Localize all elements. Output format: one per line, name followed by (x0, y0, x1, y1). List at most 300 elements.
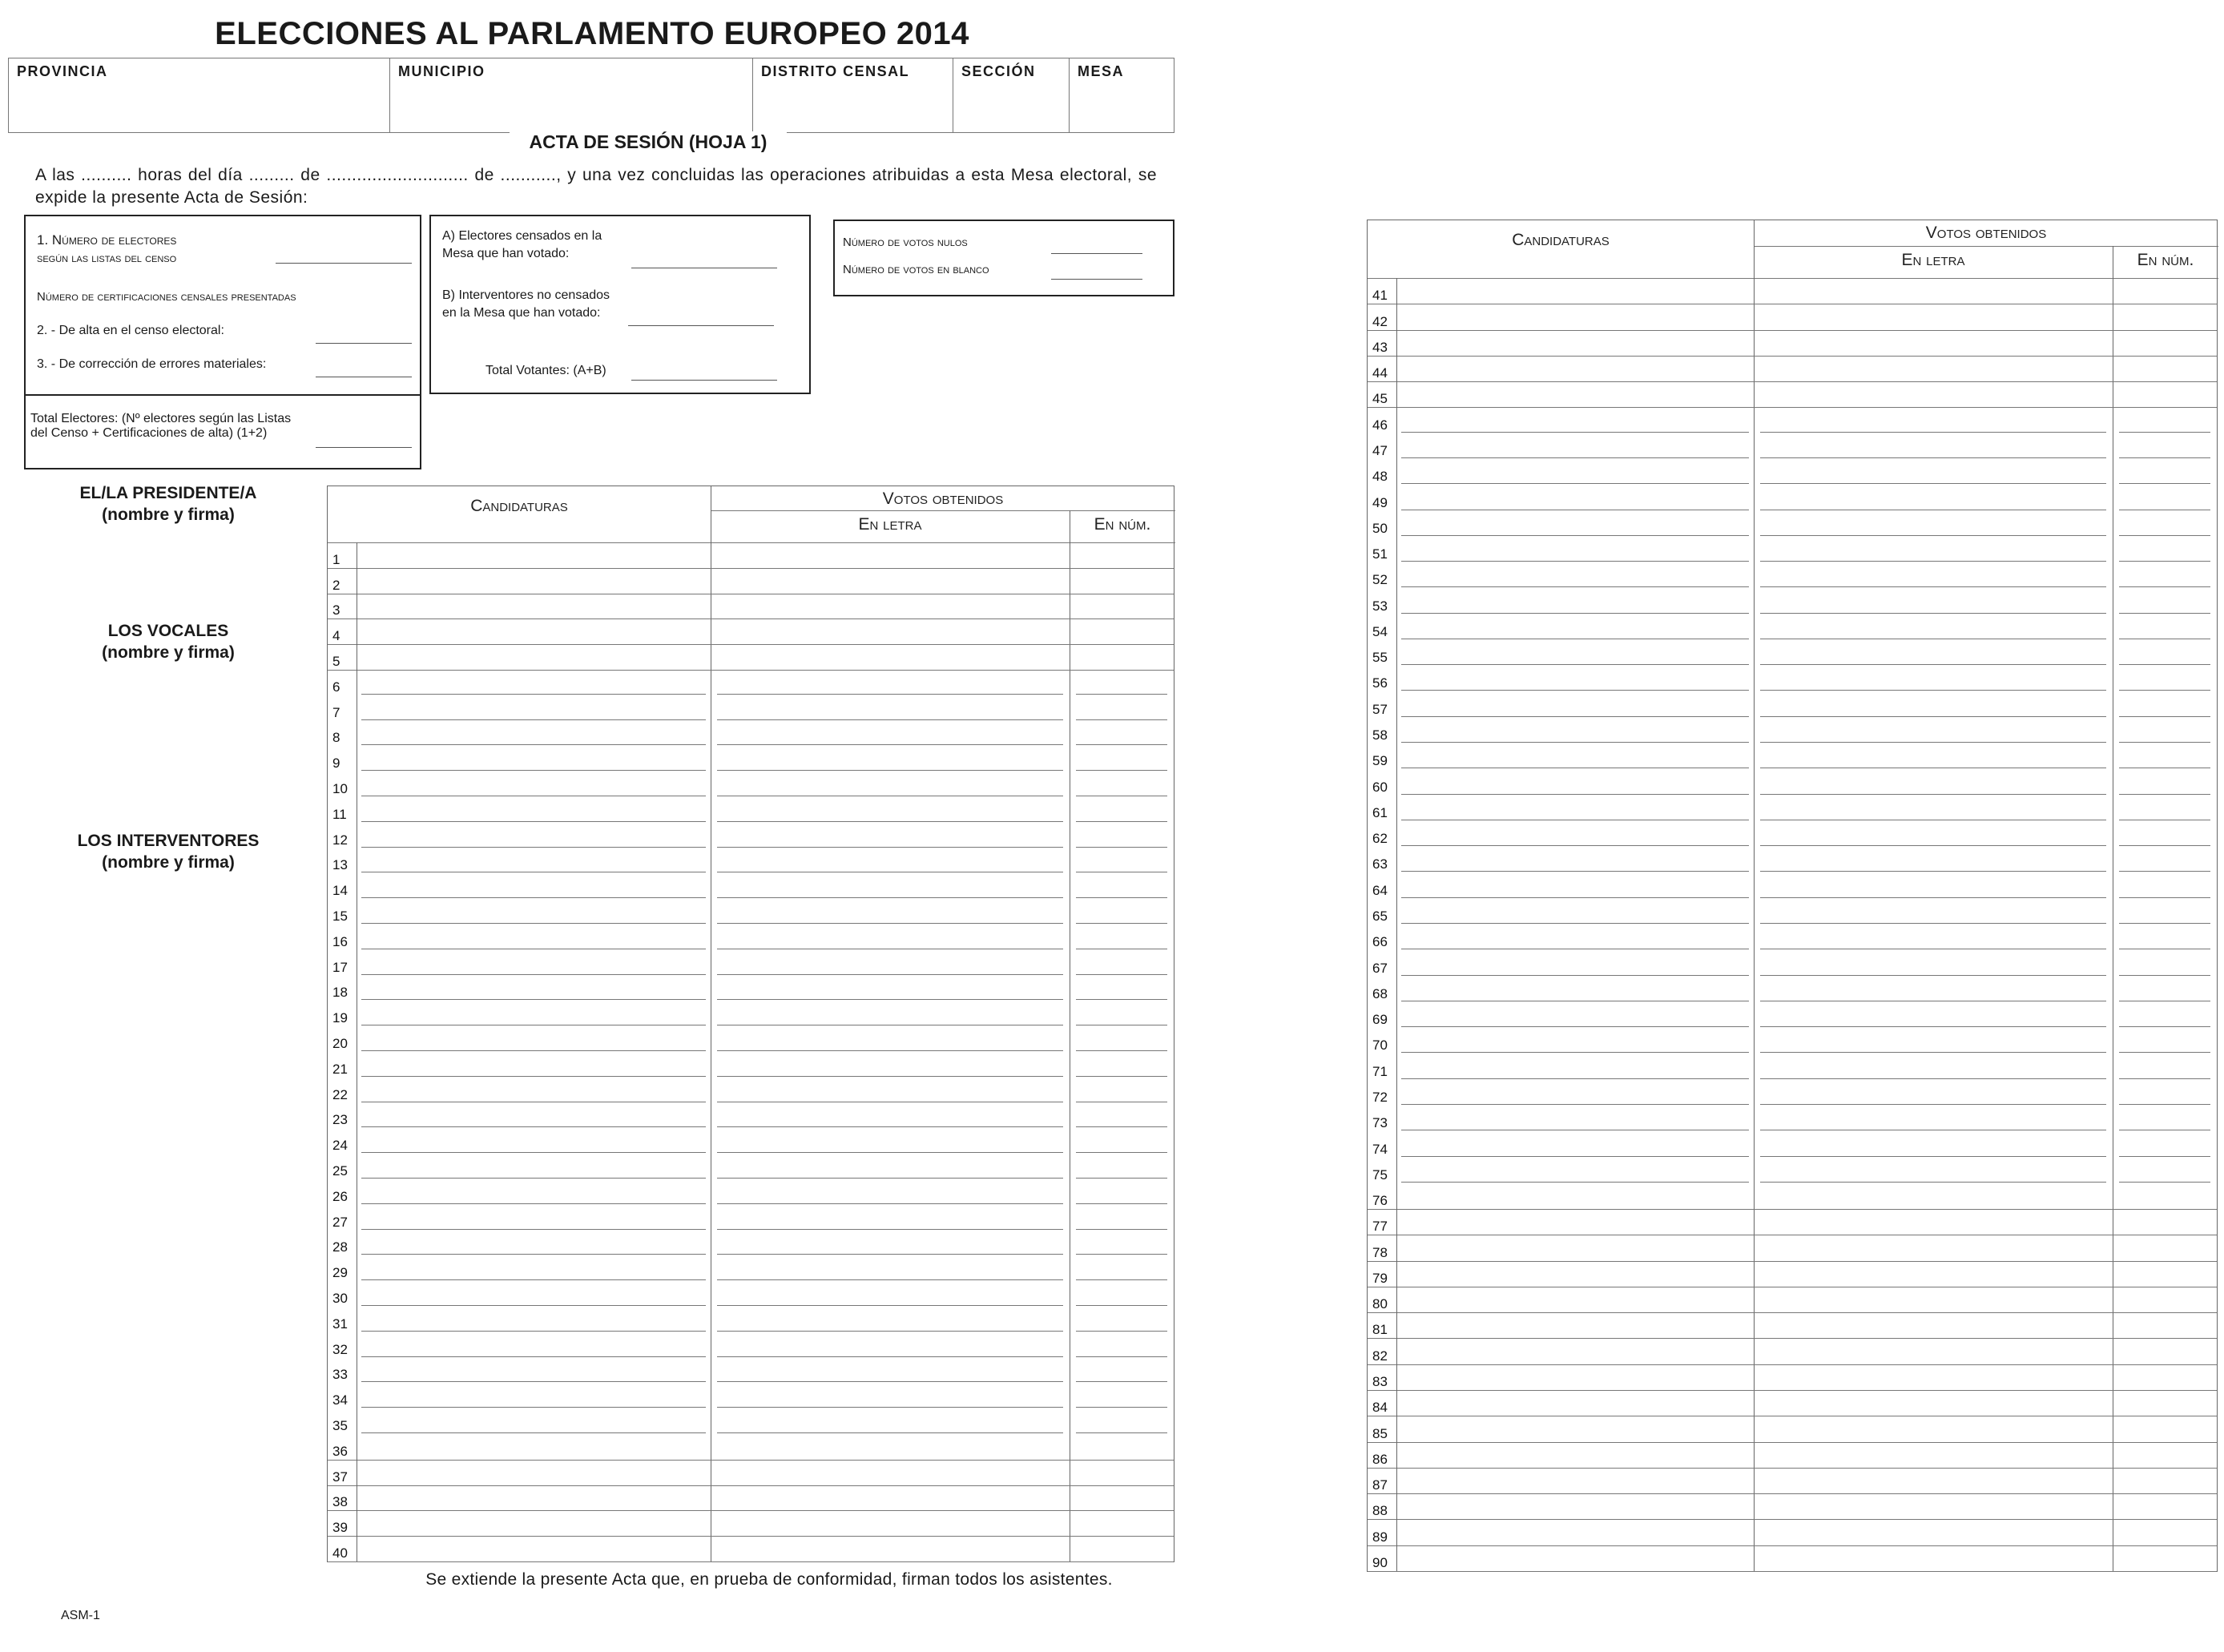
candidatura-line[interactable] (1401, 1182, 1749, 1183)
row-number-divider (1396, 1468, 1397, 1493)
candidatura-line[interactable] (1401, 897, 1749, 898)
candidatura-line[interactable] (361, 770, 706, 771)
signature-presidente (16, 482, 320, 526)
letra-line[interactable] (717, 1050, 1063, 1051)
candidatura-line[interactable] (361, 1050, 706, 1051)
candidatura-line[interactable] (361, 1356, 706, 1357)
num-line[interactable] (1076, 719, 1167, 720)
candidatura-line[interactable] (361, 1076, 706, 1077)
row-number-divider (1396, 1442, 1397, 1468)
num-line[interactable] (2119, 457, 2210, 458)
row-number-divider (1396, 1028, 1397, 1054)
row-number: 2 (332, 577, 340, 593)
table-row (1368, 278, 2217, 304)
table-row (328, 1154, 1174, 1179)
candidatura-line[interactable] (361, 1126, 706, 1127)
row-number-divider (1396, 666, 1397, 691)
row-number: 46 (1372, 417, 1388, 433)
row-number-divider (1396, 1235, 1397, 1260)
table-row (1368, 381, 2217, 407)
num-line[interactable] (2119, 716, 2210, 717)
header-divider (711, 510, 1175, 511)
num-line[interactable] (1076, 1331, 1167, 1332)
row-number: 22 (332, 1086, 348, 1102)
table-row (1368, 977, 2217, 1002)
letra-line[interactable] (717, 1432, 1063, 1433)
letra-line[interactable] (1760, 613, 2106, 614)
table-row (1368, 511, 2217, 537)
letra-line[interactable] (1760, 535, 2106, 536)
row-number: 86 (1372, 1451, 1388, 1467)
num-line[interactable] (1076, 847, 1167, 848)
row-number: 81 (1372, 1322, 1388, 1338)
num-line[interactable] (1076, 1152, 1167, 1153)
candidatura-line[interactable] (1401, 561, 1749, 562)
candidatura-line[interactable] (1401, 1026, 1749, 1027)
num-line[interactable] (2119, 742, 2210, 743)
row-number-divider (1396, 1287, 1397, 1312)
row-number: 61 (1372, 804, 1388, 820)
letra-line[interactable] (717, 897, 1063, 898)
row-number: 83 (1372, 1374, 1388, 1390)
letra-line[interactable] (717, 1229, 1063, 1230)
num-line[interactable] (2119, 586, 2210, 587)
row-number-divider (1396, 691, 1397, 717)
letra-line[interactable] (717, 1381, 1063, 1382)
num-line[interactable] (2119, 1026, 2210, 1027)
letra-line[interactable] (1760, 1026, 2106, 1027)
letra-line[interactable] (1760, 1078, 2106, 1079)
candidatura-line[interactable] (1401, 1156, 1749, 1157)
row-number-divider (1396, 899, 1397, 925)
candidatura-line[interactable] (1401, 794, 1749, 795)
num-line[interactable] (1076, 974, 1167, 975)
row-number-divider (1396, 769, 1397, 795)
letra-line[interactable] (1760, 586, 2106, 587)
votantes-b-input-line[interactable] (628, 325, 774, 326)
header-en-num: En núm. (1094, 515, 1151, 534)
table-row (328, 542, 1174, 568)
letra-line[interactable] (717, 1407, 1063, 1408)
row-number: 84 (1372, 1400, 1388, 1416)
row-number: 34 (332, 1392, 348, 1408)
candidatura-line[interactable] (1401, 871, 1749, 872)
letra-line[interactable] (1760, 1182, 2106, 1183)
num-line[interactable] (1076, 1254, 1167, 1255)
row-number-divider (1396, 381, 1397, 407)
candidatura-line[interactable] (361, 1279, 706, 1280)
row-number-divider (1396, 821, 1397, 847)
num-line[interactable] (2119, 1104, 2210, 1105)
letra-line[interactable] (717, 999, 1063, 1000)
row-number-divider (1396, 356, 1397, 381)
row-number-divider (1396, 1261, 1397, 1287)
row-number: 41 (1372, 288, 1388, 304)
table-row (328, 772, 1174, 797)
candidatura-line[interactable] (1401, 923, 1749, 924)
table-row (328, 925, 1174, 950)
row-number: 28 (332, 1239, 348, 1255)
letra-line[interactable] (717, 821, 1063, 822)
letra-line[interactable] (1760, 975, 2106, 976)
table-row (1368, 1338, 2217, 1364)
num-line[interactable] (1076, 1432, 1167, 1433)
row-number: 4 (332, 628, 340, 644)
letra-line[interactable] (1760, 457, 2106, 458)
num-line[interactable] (1076, 1381, 1167, 1382)
row-number: 88 (1372, 1503, 1388, 1519)
num-line[interactable] (1076, 1203, 1167, 1204)
num-line[interactable] (2119, 535, 2210, 536)
num-line[interactable] (2119, 1078, 2210, 1079)
letra-line[interactable] (717, 694, 1063, 695)
candidatura-line[interactable] (361, 1229, 706, 1230)
candidatura-line[interactable] (361, 1407, 706, 1408)
field-distrito-censal[interactable] (752, 58, 953, 132)
header-votos-obtenidos: Votos obtenidos (882, 490, 1004, 508)
row-number-divider (1396, 1390, 1397, 1416)
letra-line[interactable] (717, 1305, 1063, 1306)
votos-nulos-input-line[interactable] (1051, 253, 1142, 254)
table-row (1368, 743, 2217, 769)
num-line[interactable] (1076, 1356, 1167, 1357)
letra-line[interactable] (1760, 742, 2106, 743)
row-number: 47 (1372, 442, 1388, 458)
field-municipio[interactable] (389, 58, 752, 132)
row-number-divider (1396, 1002, 1397, 1028)
electores-input-line[interactable] (276, 263, 412, 264)
row-number: 43 (1372, 339, 1388, 355)
field-label: MESA (1078, 63, 1125, 79)
table-row (1368, 407, 2217, 433)
candidatura-line[interactable] (361, 923, 706, 924)
table-row (328, 695, 1174, 721)
table-row (328, 568, 1174, 594)
table-row (1368, 562, 2217, 588)
row-number: 60 (1372, 779, 1388, 795)
row-number: 58 (1372, 727, 1388, 743)
row-number: 23 (332, 1112, 348, 1128)
letra-line[interactable] (1760, 897, 2106, 898)
candidatura-line[interactable] (1401, 845, 1749, 846)
table-row (1368, 666, 2217, 691)
candidatura-line[interactable] (1401, 483, 1749, 484)
field-mesa[interactable] (1069, 58, 1175, 132)
letra-line[interactable] (1760, 1104, 2106, 1105)
table-row (328, 823, 1174, 848)
num-line[interactable] (1076, 1178, 1167, 1179)
table-row (1368, 899, 2217, 925)
num-line[interactable] (2119, 664, 2210, 665)
table-row (328, 899, 1174, 925)
candidatura-line[interactable] (361, 1203, 706, 1204)
num-line[interactable] (2119, 1182, 2210, 1183)
num-line[interactable] (1076, 1076, 1167, 1077)
num-line[interactable] (1076, 694, 1167, 695)
letra-line[interactable] (1760, 871, 2106, 872)
num-line[interactable] (1076, 923, 1167, 924)
row-number-divider (1396, 640, 1397, 666)
candidatura-line[interactable] (1401, 1078, 1749, 1079)
candidatura-line[interactable] (361, 1331, 706, 1332)
table-row (1368, 1519, 2217, 1545)
num-line[interactable] (1076, 1126, 1167, 1127)
candidatura-line[interactable] (361, 897, 706, 898)
row-number: 54 (1372, 623, 1388, 639)
letra-line[interactable] (717, 1076, 1063, 1077)
table-row (1368, 588, 2217, 614)
row-number: 50 (1372, 520, 1388, 536)
row-number-divider (1396, 1080, 1397, 1106)
letra-line[interactable] (1760, 845, 2106, 846)
letra-line[interactable] (1760, 794, 2106, 795)
candidatura-line[interactable] (361, 1432, 706, 1433)
letra-line[interactable] (717, 1254, 1063, 1255)
field-seccion[interactable] (953, 58, 1069, 132)
row-number: 6 (332, 679, 340, 695)
letra-line[interactable] (717, 719, 1063, 720)
candidatura-line[interactable] (361, 999, 706, 1000)
letra-line[interactable] (1760, 1156, 2106, 1157)
row-number-divider (1396, 511, 1397, 537)
row-number: 25 (332, 1162, 348, 1179)
row-number: 9 (332, 755, 340, 772)
candidatura-line[interactable] (1401, 1104, 1749, 1105)
candidatura-line[interactable] (1401, 975, 1749, 976)
table-row (328, 1281, 1174, 1307)
row-number-divider (1396, 1312, 1397, 1338)
letra-line[interactable] (717, 1279, 1063, 1280)
num-line[interactable] (1076, 1407, 1167, 1408)
row-number: 56 (1372, 675, 1388, 691)
header-en-letra: En letra (858, 515, 922, 534)
row-number-divider (1396, 1338, 1397, 1364)
total-electores-input-line[interactable] (316, 447, 412, 448)
table-row (1368, 1209, 2217, 1235)
row-number: 30 (332, 1290, 348, 1306)
table-row (1368, 304, 2217, 329)
letra-line[interactable] (717, 1152, 1063, 1153)
row-number-divider (1396, 950, 1397, 976)
row-number: 67 (1372, 960, 1388, 976)
letra-line[interactable] (717, 1331, 1063, 1332)
letra-line[interactable] (1760, 561, 2106, 562)
votantes-a-text-2: Mesa que han votado: (442, 247, 570, 260)
table-row (328, 1179, 1174, 1205)
table-row (1368, 1364, 2217, 1390)
row-number: 63 (1372, 856, 1388, 872)
num-line[interactable] (2119, 871, 2210, 872)
row-number: 75 (1372, 1166, 1388, 1183)
field-label: DISTRITO CENSAL (761, 63, 910, 79)
num-line[interactable] (1076, 821, 1167, 822)
candidatura-line[interactable] (361, 719, 706, 720)
letra-line[interactable] (1760, 690, 2106, 691)
row-number: 12 (332, 832, 348, 848)
field-label: MUNICIPIO (398, 63, 485, 79)
row-number-divider (1396, 407, 1397, 433)
num-line[interactable] (1076, 1229, 1167, 1230)
table-row (1368, 1416, 2217, 1441)
num-line[interactable] (2119, 1052, 2210, 1053)
candidatura-line[interactable] (361, 744, 706, 745)
row-number: 65 (1372, 908, 1388, 924)
alta-input-line[interactable] (316, 343, 412, 344)
letra-line[interactable] (1760, 664, 2106, 665)
table-row (1368, 433, 2217, 459)
table-row (1368, 872, 2217, 898)
votos-blanco-input-line[interactable] (1051, 279, 1142, 280)
candidatura-line[interactable] (1401, 742, 1749, 743)
candidatura-line[interactable] (361, 1178, 706, 1179)
num-line[interactable] (1076, 1305, 1167, 1306)
num-line[interactable] (1076, 744, 1167, 745)
intro-paragraph: A las .......... horas del día ......... de ............................ de ..........., y una vez concluidas las operaciones atribuidas a esta Mesa electoral, se expide la presente Acta de Sesión: (35, 166, 1157, 207)
num-line[interactable] (2119, 613, 2210, 614)
num-line[interactable] (1076, 1279, 1167, 1280)
signature-note: (nombre y firma) (102, 643, 235, 662)
letra-line[interactable] (717, 847, 1063, 848)
table-row (328, 1434, 1174, 1460)
row-number-divider (1396, 847, 1397, 872)
candidatura-line[interactable] (361, 1254, 706, 1255)
candidatura-line[interactable] (361, 847, 706, 848)
header-candidaturas: Candidaturas (470, 497, 568, 515)
table-row (328, 873, 1174, 899)
num-line[interactable] (1076, 999, 1167, 1000)
table-row (328, 950, 1174, 976)
row-number: 24 (332, 1138, 348, 1154)
table-row (328, 1128, 1174, 1154)
letra-line[interactable] (717, 923, 1063, 924)
signature-role: LOS VOCALES (107, 622, 229, 640)
num-line[interactable] (2119, 845, 2210, 846)
field-provincia[interactable] (9, 58, 389, 132)
table-row (1368, 1261, 2217, 1287)
letra-line[interactable] (1760, 1052, 2106, 1053)
votantes-box (429, 215, 811, 394)
row-number: 52 (1372, 572, 1388, 588)
header-votos-obtenidos: Votos obtenidos (1925, 224, 2047, 242)
total-votantes-input-line[interactable] (631, 380, 777, 381)
row-border (1368, 1571, 2217, 1572)
row-number: 21 (332, 1061, 348, 1077)
candidatura-line[interactable] (1401, 1052, 1749, 1053)
candidatura-line[interactable] (361, 974, 706, 975)
letra-line[interactable] (1760, 716, 2106, 717)
votes-table-1 (327, 486, 1174, 1562)
letra-line[interactable] (1760, 923, 2106, 924)
header-en-num: En núm. (2137, 251, 2194, 269)
table-row (1368, 950, 2217, 976)
row-number-divider (1396, 459, 1397, 485)
table-row (1368, 1312, 2217, 1338)
row-number: 49 (1372, 494, 1388, 510)
table-row (328, 1460, 1174, 1485)
letra-line[interactable] (717, 1126, 1063, 1127)
table-row (1368, 330, 2217, 356)
candidatura-line[interactable] (361, 694, 706, 695)
letra-line[interactable] (717, 1356, 1063, 1357)
header-candidaturas: Candidaturas (1512, 231, 1610, 249)
num-line[interactable] (2119, 1156, 2210, 1157)
num-line[interactable] (2119, 690, 2210, 691)
row-number-divider (1396, 1183, 1397, 1209)
candidatura-line[interactable] (1401, 432, 1749, 433)
total-electores-text-1: Total Electores: (Nº electores según las Listas (30, 412, 292, 425)
candidatura-line[interactable] (361, 1381, 706, 1382)
candidatura-line[interactable] (361, 1305, 706, 1306)
row-number-divider (1396, 743, 1397, 769)
row-number-divider (1396, 1416, 1397, 1441)
num-line[interactable] (2119, 975, 2210, 976)
num-line[interactable] (1076, 897, 1167, 898)
row-number: 3 (332, 602, 340, 618)
candidatura-line[interactable] (361, 821, 706, 822)
num-line[interactable] (2119, 432, 2210, 433)
candidatura-line[interactable] (1401, 613, 1749, 614)
letra-line[interactable] (717, 770, 1063, 771)
table-row (328, 721, 1174, 747)
row-number: 87 (1372, 1477, 1388, 1493)
letra-line[interactable] (717, 1203, 1063, 1204)
candidatura-line[interactable] (361, 1152, 706, 1153)
letra-line[interactable] (717, 1178, 1063, 1179)
num-line[interactable] (2119, 794, 2210, 795)
row-number-divider (1396, 1493, 1397, 1519)
electores-label-1: 1. Número de electores (37, 232, 177, 248)
row-number: 62 (1372, 831, 1388, 847)
signature-vocales (16, 620, 320, 663)
table-row (328, 1383, 1174, 1408)
letra-line[interactable] (717, 974, 1063, 975)
row-number: 11 (332, 806, 347, 822)
table-row (328, 1485, 1174, 1511)
votes-table-2 (1367, 220, 2218, 1572)
total-electores-box (24, 394, 421, 469)
row-number: 33 (332, 1367, 348, 1383)
table-row (1368, 769, 2217, 795)
row-number: 66 (1372, 934, 1388, 950)
num-line[interactable] (2119, 561, 2210, 562)
candidatura-line[interactable] (1401, 664, 1749, 665)
candidatura-line[interactable] (1401, 586, 1749, 587)
table-row (1368, 1002, 2217, 1028)
letra-line[interactable] (1760, 432, 2106, 433)
votos-nulos-label: Número de votos nulos (843, 236, 968, 249)
row-number: 42 (1372, 313, 1388, 329)
row-number-divider (1396, 562, 1397, 588)
candidatura-line[interactable] (1401, 690, 1749, 691)
row-number: 35 (332, 1417, 348, 1433)
row-number: 31 (332, 1316, 348, 1332)
letra-line[interactable] (1760, 483, 2106, 484)
num-line[interactable] (1076, 770, 1167, 771)
candidatura-line[interactable] (1401, 457, 1749, 458)
field-label: PROVINCIA (17, 63, 108, 79)
num-line[interactable] (2119, 897, 2210, 898)
table-row (328, 1408, 1174, 1434)
letra-line[interactable] (717, 744, 1063, 745)
num-line[interactable] (2119, 483, 2210, 484)
candidatura-line[interactable] (1401, 716, 1749, 717)
candidatura-line[interactable] (1401, 535, 1749, 536)
num-line[interactable] (2119, 923, 2210, 924)
signature-note: (nombre y firma) (102, 506, 235, 524)
num-line[interactable] (1076, 1050, 1167, 1051)
table-row (1368, 1235, 2217, 1260)
row-number: 44 (1372, 365, 1388, 381)
